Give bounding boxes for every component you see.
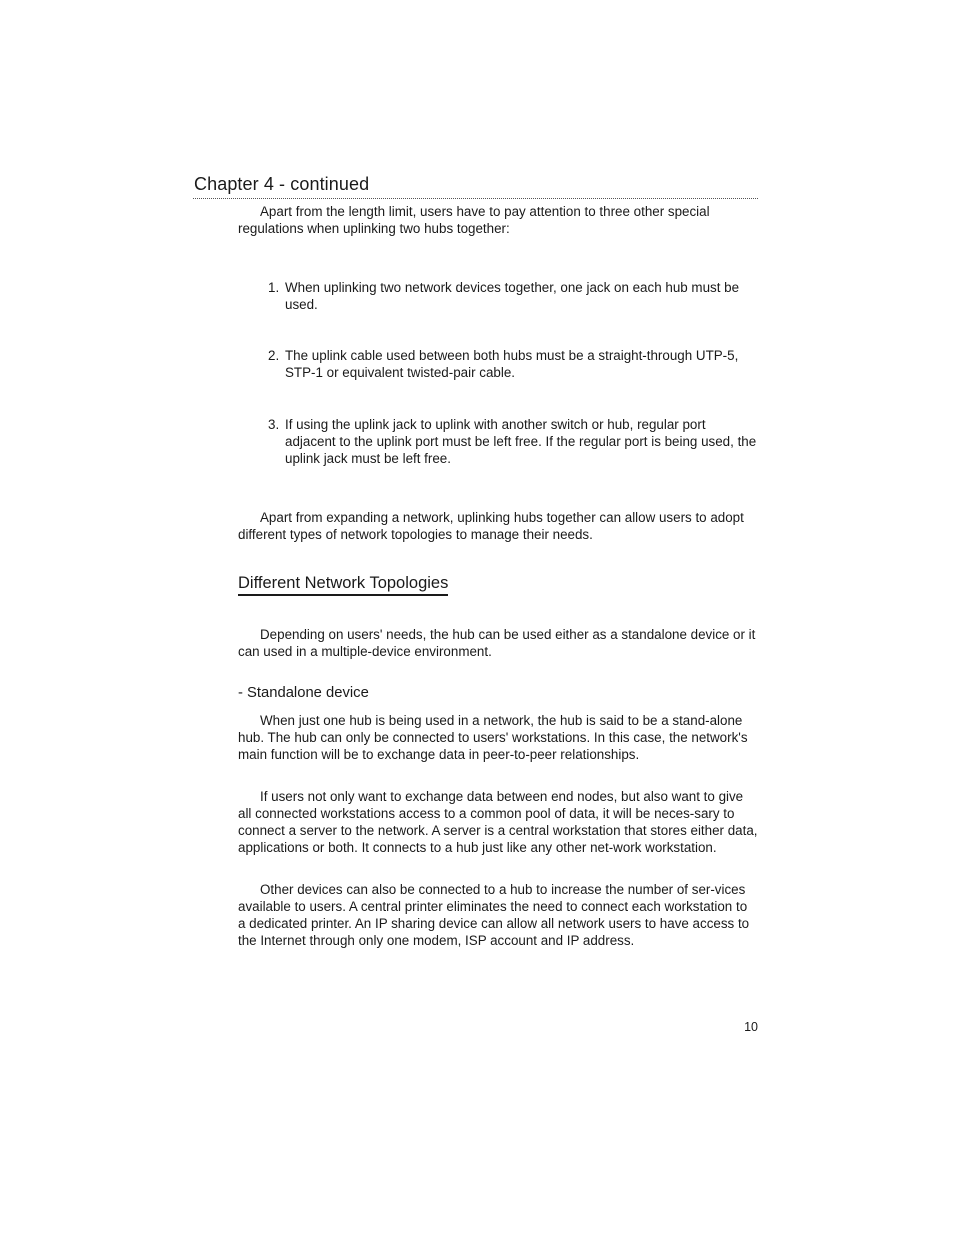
- body-paragraph: If users not only want to exchange data between end nodes, but also want to give all connected workstations access to a common pool of data, it will be neces-sary to connect a server to the network. A server is a central workstation that stores either data, applications or both. It connects to a hub just like any other net-work workstation.: [238, 789, 758, 855]
- body-paragraph: When just one hub is being used in a network, the hub is said to be a stand-alone hub. The hub can only be connected to users' workstations. In this case, the network's main function will be to exchange data in peer-to-peer relationships.: [238, 713, 748, 762]
- list-item-text: If using the uplink jack to uplink with another switch or hub, regular port adjacent to the uplink port must be left free. If the regular port is being used, the uplink jack must be left free.: [285, 417, 757, 466]
- list-item: [238, 279, 758, 313]
- list-item: [238, 416, 758, 467]
- intro-paragraph: Apart from the length limit, users have to pay attention to three other special regulations when uplinking two hubs together:: [238, 204, 710, 236]
- page-number: 10: [744, 1020, 758, 1034]
- section-title: Different Network Topologies: [238, 573, 448, 596]
- list-item-number: 1.: [268, 280, 280, 295]
- subsection-title: - Standalone device: [238, 685, 369, 701]
- list-item-number: 2.: [268, 348, 280, 363]
- uplink-rules-list: [238, 279, 758, 467]
- list-item-text: When uplinking two network devices together, one jack on each hub must be used.: [285, 280, 740, 312]
- body-paragraph: Other devices can also be connected to a hub to increase the number of ser-vices available to users. A central printer eliminates the need to connect each workstation to a dedicated printer. An IP sharing device can allow all network users to have access to the Internet through only one modem, ISP account and IP address.: [238, 882, 750, 948]
- list-item-number: 3.: [268, 417, 280, 432]
- page-content: [238, 203, 758, 949]
- topologies-intro-paragraph: Apart from expanding a network, uplinking hubs together can allow users to adopt different types of network topologies to manage their needs.: [238, 510, 744, 542]
- chapter-divider: [193, 198, 758, 199]
- chapter-title: Chapter 4 - continued: [194, 174, 370, 194]
- list-item-text: The uplink cable used between both hubs must be a straight-through UTP-5, STP-1 or equivalent twisted-pair cable.: [285, 348, 739, 380]
- section-intro-paragraph: Depending on users' needs, the hub can be used either as a standalone device or it can used in a multiple-device environment.: [238, 627, 756, 659]
- list-item: [238, 347, 758, 381]
